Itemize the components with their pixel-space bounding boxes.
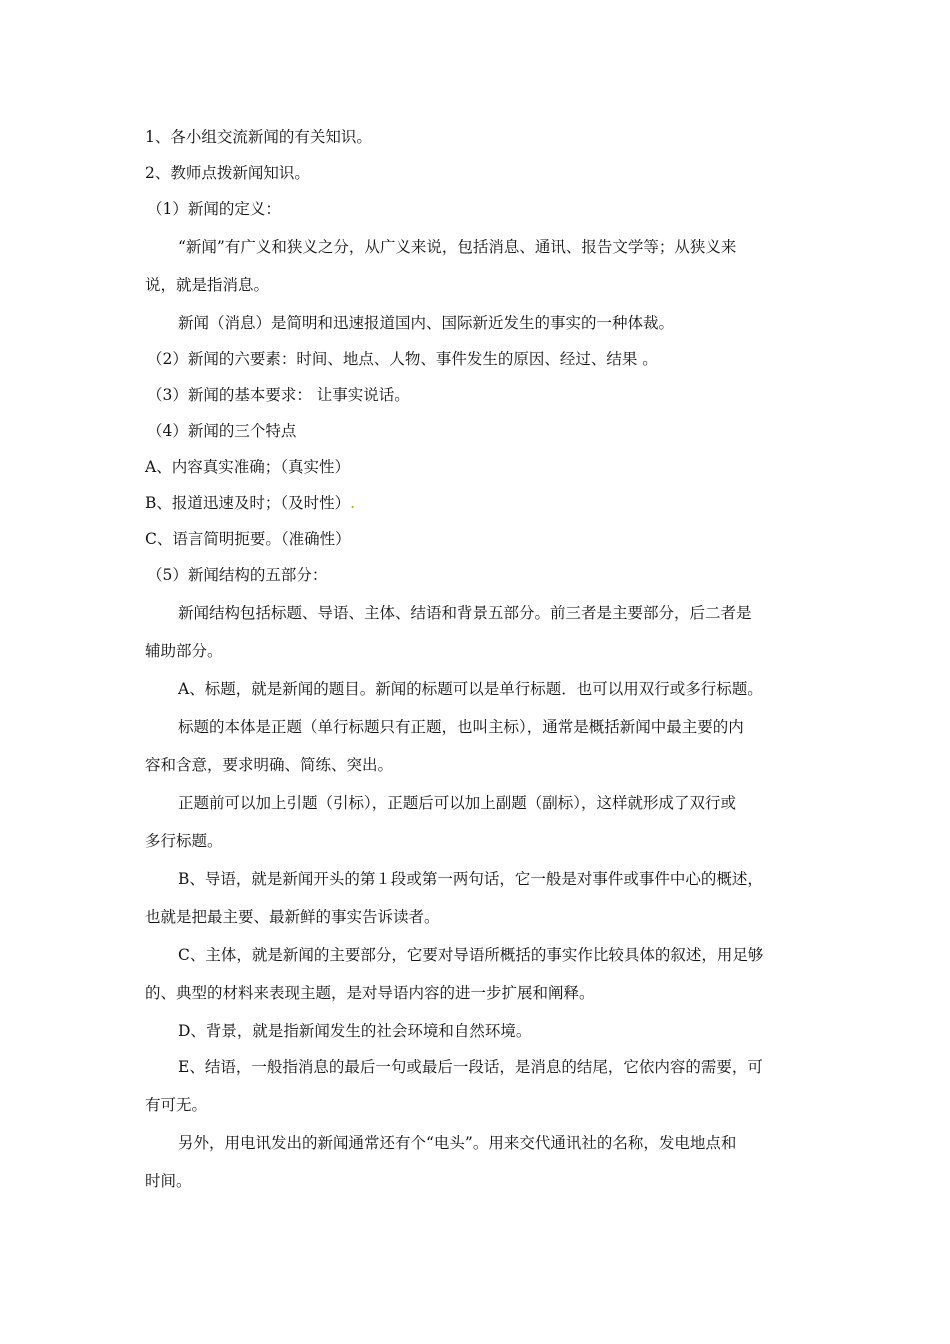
structure-b-line2: 也就是把最主要、最新鲜的事实告诉读者。 <box>145 908 440 926</box>
structure-a-extra-line2: 多行标题。 <box>145 832 223 850</box>
structure-d: D、背景，就是指新闻发生的社会环境和自然环境。 <box>178 1022 532 1040</box>
feature-a: A、内容真实准确；（真实性） <box>145 458 350 476</box>
structure-e-line1: E、结语，一般指消息的最后一句或最后一段话，是消息的结尾，它依内容的需要，可 <box>178 1058 763 1076</box>
structure-a-title: A、标题，就是新闻的题目。新闻的标题可以是单行标题．也可以用双行或多行标题。 <box>178 680 763 698</box>
list-item-2: 2、教师点拨新闻知识。 <box>145 164 310 182</box>
paragraph-definition-line1: “新闻”有广义和狭义之分，从广义来说，包括消息、通讯、报告文学等；从狭义来 <box>178 238 737 256</box>
extra-paragraph-line1: 另外，用电讯发出的新闻通常还有个“电头”。用来交代通讯社的名称，发电地点和 <box>178 1134 737 1152</box>
structure-c-line2: 的、典型的材料来表现主题，是对导语内容的进一步扩展和阐释。 <box>145 984 595 1002</box>
structure-intro-line1: 新闻结构包括标题、导语、主体、结语和背景五部分。前三者是主要部分，后二者是 <box>178 604 752 622</box>
section-heading-definition: （1）新闻的定义： <box>147 200 281 218</box>
structure-e-line2: 有可无。 <box>145 1096 208 1114</box>
paragraph-news-definition: 新闻（消息）是简明和迅速报道国内、国际新近发生的事实的一种体裁。 <box>178 314 675 332</box>
feature-c: C、语言简明扼要。（准确性） <box>145 530 351 548</box>
structure-intro-line2: 辅助部分。 <box>145 642 223 660</box>
feature-b-text: B、报道迅速及时；（及时性） <box>145 494 351 512</box>
extra-paragraph-line2: 时间。 <box>145 1172 192 1190</box>
section-basic-requirement: （3）新闻的基本要求： 让事实说话。 <box>147 386 410 404</box>
feature-b <box>145 493 355 513</box>
feature-b-mark: . <box>350 494 356 512</box>
structure-a-extra-line1: 正题前可以加上引题（引标），正题后可以加上副题（副标），这样就形成了双行或 <box>178 794 737 812</box>
section-six-elements: （2）新闻的六要素：时间、地点、人物、事件发生的原因、经过、结果 。 <box>147 350 658 368</box>
structure-a-body-line2: 容和含意，要求明确、简练、突出。 <box>145 756 394 774</box>
list-item-1: 1、各小组交流新闻的有关知识。 <box>145 128 372 146</box>
section-heading-features: （4）新闻的三个特点 <box>147 422 297 440</box>
section-heading-structure: （5）新闻结构的五部分： <box>147 566 328 584</box>
paragraph-definition-line2: 说，就是指消息。 <box>145 276 270 294</box>
structure-c-line1: C、主体，就是新闻的主要部分，它要对导语所概括的事实作比较具体的叙述，用足够 <box>178 946 764 964</box>
structure-a-body-line1: 标题的本体是正题（单行标题只有正题，也叫主标），通常是概括新闻中最主要的内 <box>178 718 744 736</box>
structure-b-line1: B、导语，就是新闻开头的第１段或第一两句话，它一般是对事件或事件中心的概述， <box>178 870 763 888</box>
